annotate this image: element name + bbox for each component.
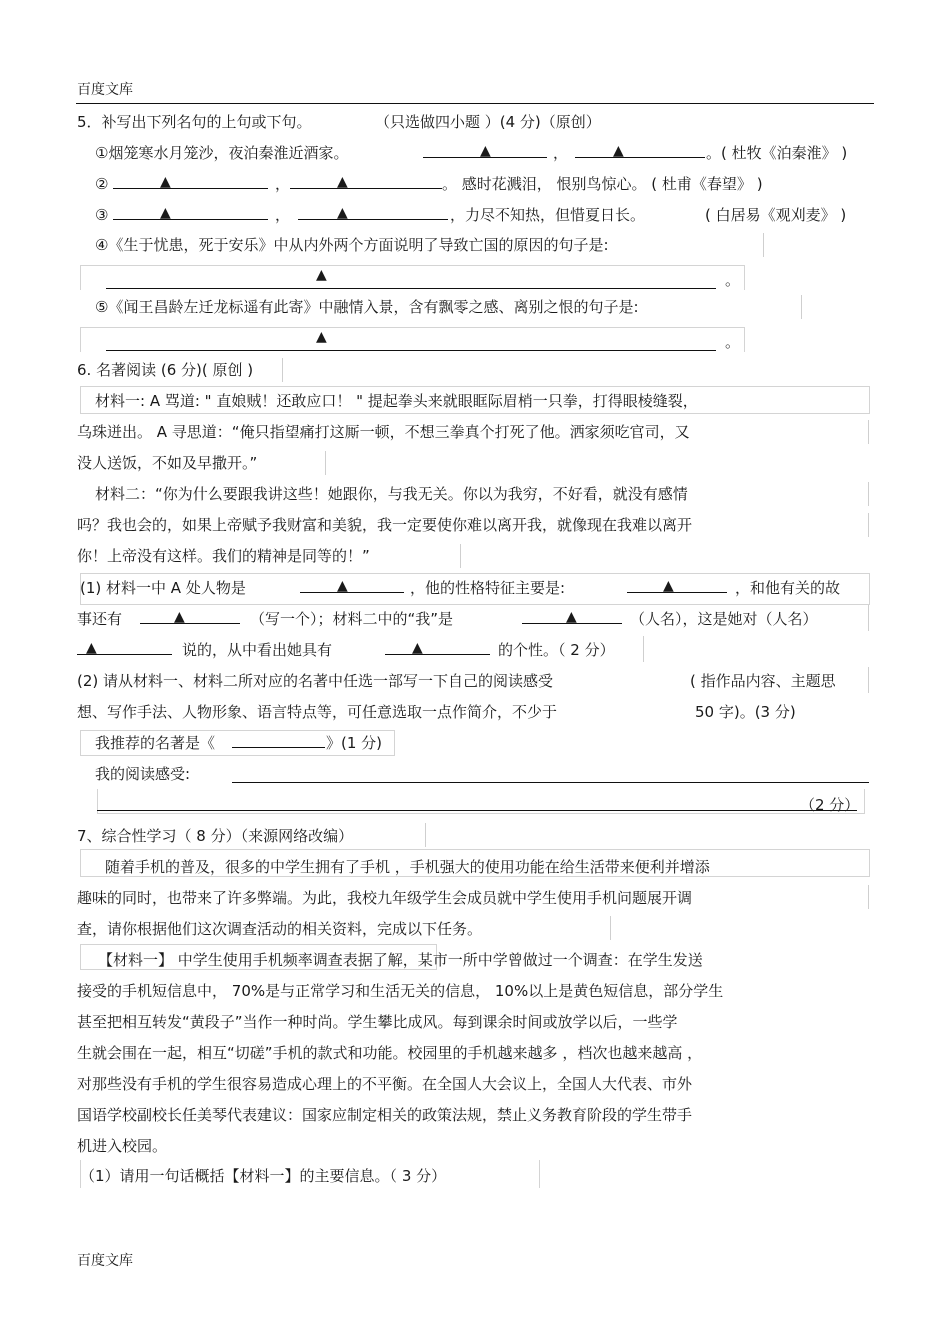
box-edge	[643, 636, 644, 662]
q6-s1-mark3: ▲	[174, 609, 185, 625]
q7-m-line3: 甚至把相互转发“黄段子”当作一种时尚。学生攀比成风。每到课余时间或放学以后，一些学	[77, 1013, 678, 1031]
q5-item4-mark: ▲	[316, 267, 327, 283]
q5-item2-mark1: ▲	[160, 174, 171, 190]
comma: ，	[553, 144, 569, 162]
q5-item3-mark2: ▲	[337, 205, 348, 221]
q5-item2-blank1[interactable]	[113, 174, 268, 194]
q7-p-line2: 趣味的同时，也带来了许多弊端。为此，我校九年级学生会成员就中学生使用手机问题展开调	[77, 889, 693, 907]
q6-s1-mark1: ▲	[337, 578, 348, 594]
q6-feel-score: （2 分）	[800, 796, 860, 814]
q7-p-line3: 查，请你根据他们这次调查活动的相关资料，完成以下任务。	[77, 920, 483, 938]
q6-rec-blank[interactable]	[232, 733, 325, 753]
q6-m2-line3: 你！上帝没有这样。我们的精神是同等的！”	[77, 547, 370, 565]
q5-title: 5．补写出下列名句的上句或下句。	[77, 113, 312, 131]
box-edge	[868, 885, 869, 909]
box-edge	[460, 544, 461, 568]
q6-s1-blank6[interactable]	[385, 640, 490, 660]
q6-s2-line1b: ( 指作品内容、主题思	[690, 672, 836, 690]
q7-s1: （1）请用一句话概括【材料一】的主要信息。（ 3 分）	[80, 1167, 447, 1185]
q6-s2-line2: 想、写作手法、人物形象、语言特点等，可任意选取一点作简介，不少于	[77, 703, 558, 721]
q6-s1-b: ，他的性格特征主要是:	[410, 579, 566, 597]
box-edge	[325, 451, 326, 475]
q6-s1-mark4: ▲	[566, 609, 577, 625]
q5-item3-blank2[interactable]	[298, 205, 448, 225]
q6-s1-g: 说的，从中看出她具有	[182, 641, 333, 659]
q7-p-line1: 随着手机的普及，很多的中学生拥有了手机 ，手机强大的使用功能在给生活带来便利并增添	[105, 858, 710, 876]
q5-item4-end: 。	[725, 271, 741, 289]
q5-item5-mark: ▲	[316, 329, 327, 345]
q6-s1-c: ，和他有关的故	[735, 579, 841, 597]
q6-s1-e: （写一个）；材料二中的“我”是	[250, 610, 454, 628]
q6-rec-b: 》(1 分)	[326, 734, 383, 752]
q5-item1-mark2: ▲	[613, 143, 624, 159]
q5-item2-text: 。 感时花溅泪， 恨别鸟惊心。 ( 杜甫《春望》 )	[442, 175, 763, 193]
q5-item5-text: ⑤《闻王昌龄左迁龙标遥有此寄》中融情入景，含有飘零之感、离别之恨的句子是:	[95, 298, 639, 316]
box-edge	[282, 358, 283, 382]
q7-m-line6: 国语学校副校长任美琴代表建议：国家应制定相关的政策法规，禁止义务教育阶段的学生带手	[77, 1106, 693, 1124]
q7-m-line7: 机进入校园。	[77, 1137, 168, 1155]
q5-item3-mark1: ▲	[160, 205, 171, 221]
q6-s1-f: （人名），这是她对（人名）	[630, 610, 818, 628]
q6-m2-line2: 吗？我也会的，如果上帝赋予我财富和美貌，我一定要使你难以离开我，就像现在我难以离开	[77, 516, 693, 534]
q7-m-line1: 【材料一】 中学生使用手机频率调查表据了解，某市一所中学曾做过一个调查：在学生发送	[98, 951, 703, 969]
q5-item1-source: 。( 杜牧《泊秦淮》 )	[706, 144, 848, 162]
q6-title: 6. 名著阅读 (6 分)( 原创 )	[77, 361, 254, 379]
q6-m1-line1: 材料一: A 骂道: " 直娘贼！还敢应口！ " 提起拳头来就眼眶际眉梢一只拳，打得眼棱缝裂，	[95, 392, 698, 410]
q6-s1-blank3[interactable]	[140, 609, 240, 629]
box-edge	[868, 482, 869, 506]
q6-m2-line1: 材料二：“你为什么要跟我讲这些！她跟你，与我无关。你以为我穷，不好看，就没有感情	[95, 485, 688, 503]
q5-item3-source: ( 白居易《观刈麦》 )	[705, 206, 847, 224]
q5-item2-blank2[interactable]	[290, 174, 442, 194]
q5-item1-mark1: ▲	[480, 143, 491, 159]
q5-note: （只选做四小题 ）(4 分)（原创）	[375, 113, 601, 131]
box-edge	[868, 605, 869, 631]
footer-source: 百度文库	[77, 1253, 133, 1269]
q5-item1-blank2[interactable]	[575, 143, 705, 163]
q7-title: 7、综合性学习（ 8 分）（来源网络改编）	[77, 827, 354, 845]
q6-s1-blank2[interactable]	[627, 578, 727, 598]
q6-m1-line3: 没人送饭，不如及早撒开。”	[77, 454, 258, 472]
q7-m-line4: 生就会围在一起，相互“切磋”手机的款式和功能。校园里的手机越来越多 ，档次也越来越高 ，	[77, 1044, 703, 1062]
q5-item3-text: ，力尽不知热，但惜夏日长。	[450, 206, 646, 224]
box-edge	[868, 513, 869, 537]
q6-m1-line2: 乌珠迸出。 A 寻思道：“俺只指望痛打这厮一顿，不想三拳真个打死了他。洒家须吃官司，又	[77, 423, 690, 441]
q6-s1-mark5: ▲	[86, 640, 97, 656]
box-edge	[610, 916, 611, 940]
q6-s2-line2b: 50 字)。(3 分)	[695, 703, 796, 721]
q6-s1-a: (1) 材料一中 A 处人物是	[80, 579, 246, 597]
q6-feel-line1[interactable]	[232, 782, 869, 783]
q6-s1-h: 的个性。（ 2 分）	[498, 641, 615, 659]
q6-feel-line2[interactable]	[97, 810, 857, 811]
q5-item5-end: 。	[725, 333, 741, 351]
q7-m-line2: 接受的手机短信息中， 70%是与正常学习和生活无关的信息， 10%以上是黄色短信息，部分学生	[77, 982, 724, 1000]
q5-item4-answer-line[interactable]	[106, 288, 716, 289]
header-source: 百度文库	[77, 82, 133, 98]
box-edge	[763, 233, 764, 257]
q5-item3-num: ③	[95, 206, 109, 224]
q5-item2-mark2: ▲	[337, 174, 348, 190]
box-edge	[801, 295, 802, 319]
q6-s1-blank1[interactable]	[300, 578, 404, 598]
q7-m-line5: 对那些没有手机的学生很容易造成心理上的不平衡。在全国人大会议上，全国人大代表、市外	[77, 1075, 693, 1093]
q6-s1-mark2: ▲	[663, 578, 674, 594]
header-rule	[76, 103, 874, 104]
q5-item5-answer-box	[80, 327, 745, 352]
q5-item4-text: ④《生于忧患，死于安乐》中从内外两个方面说明了导致亡国的原因的句子是:	[95, 236, 609, 254]
q6-s2-line1: (2) 请从材料一、材料二所对应的名著中任选一部写一下自己的阅读感受	[77, 672, 554, 690]
q6-s1-d: 事还有	[77, 610, 123, 628]
q6-s1-mark6: ▲	[412, 640, 423, 656]
box-edge	[868, 420, 869, 444]
q5-item4-answer-box	[80, 265, 745, 290]
q6-feel-label: 我的阅读感受:	[95, 765, 191, 783]
comma: ，	[275, 175, 291, 193]
q5-item3-blank1[interactable]	[113, 205, 268, 225]
box-edge	[868, 667, 869, 693]
q5-item1-text: ①烟笼寒水月笼沙，夜泊秦淮近酒家。	[95, 144, 349, 162]
q6-rec-a: 我推荐的名著是《	[95, 734, 216, 752]
comma: ，	[275, 206, 291, 224]
q5-item5-answer-line[interactable]	[106, 350, 716, 351]
q5-item2-num: ②	[95, 175, 109, 193]
box-edge	[425, 823, 426, 847]
